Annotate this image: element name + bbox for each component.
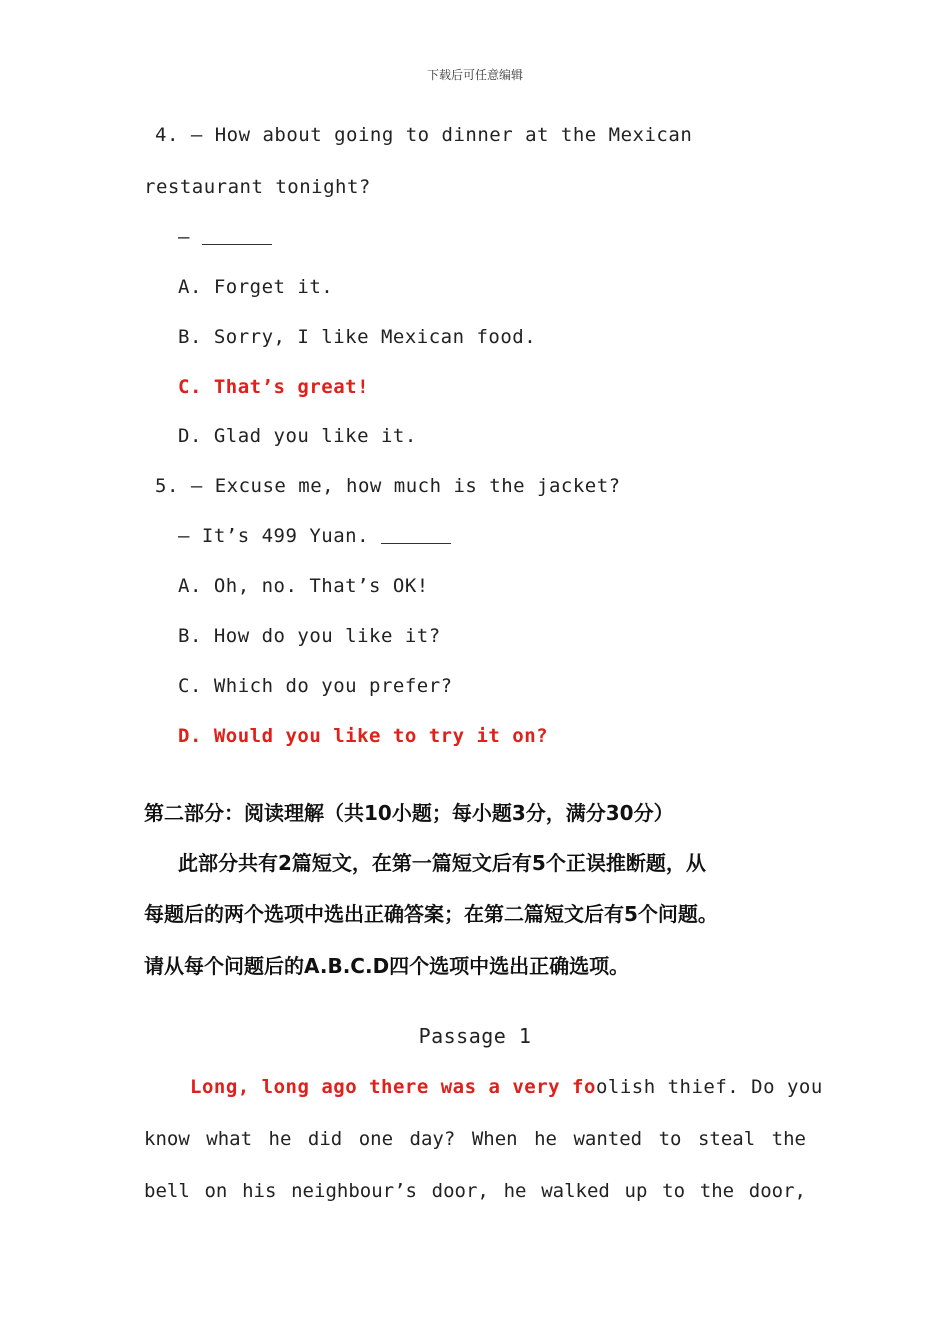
q4-dash: — xyxy=(178,226,202,248)
passage-title: Passage 1 xyxy=(418,1024,532,1048)
part2-title: 第二部分：阅读理解（共10小题；每小题3分，满分30分） xyxy=(144,801,674,825)
part2-instruction-line3: 请从每个问题后的A.B.C.D四个选项中选出正确选项。 xyxy=(144,954,630,978)
q4-option-a: A. Forget it. xyxy=(178,276,334,298)
q4-stem-line1: 4. — How about going to dinner at the Mexican xyxy=(155,124,693,146)
q4-stem-line2: restaurant tonight? xyxy=(144,176,371,198)
q4-option-c-correct: C. That’s great! xyxy=(178,376,370,398)
q5-option-c: C. Which do you prefer? xyxy=(178,675,453,697)
passage-line2: know what he did one day? When he wanted to steal the xyxy=(144,1128,806,1150)
passage-line1 xyxy=(190,1076,823,1098)
passage-line1-rest: olish thief. Do you xyxy=(595,1076,823,1098)
q5-option-d-correct: D. Would you like to try it on? xyxy=(178,725,549,747)
part2-instruction-line1: 此部分共有2篇短文，在第一篇短文后有5个正误推断题，从 xyxy=(178,851,706,875)
q4-answer-blank xyxy=(202,226,272,245)
q5-stem-line1: 5. — Excuse me, how much is the jacket? xyxy=(155,475,621,497)
q4-answer-line xyxy=(178,226,272,248)
part2-instruction-line2: 每题后的两个选项中选出正确答案；在第二篇短文后有5个问题。 xyxy=(144,902,718,926)
q5-stem-line2: — It’s 499 Yuan. xyxy=(178,525,381,547)
q4-option-d: D. Glad you like it. xyxy=(178,425,417,447)
passage-line1-highlight: Long, long ago there was a very fo xyxy=(190,1076,596,1098)
q5-answer-line xyxy=(178,525,451,547)
q5-answer-blank xyxy=(381,525,451,544)
q5-option-a: A. Oh, no. That’s OK! xyxy=(178,575,429,597)
page-header: 下载后可任意编辑 xyxy=(426,68,523,82)
q4-option-b: B. Sorry, I like Mexican food. xyxy=(178,326,537,348)
passage-line3: bell on his neighbour’s door, he walked up to the door, xyxy=(144,1180,806,1202)
q5-option-b: B. How do you like it? xyxy=(178,625,441,647)
